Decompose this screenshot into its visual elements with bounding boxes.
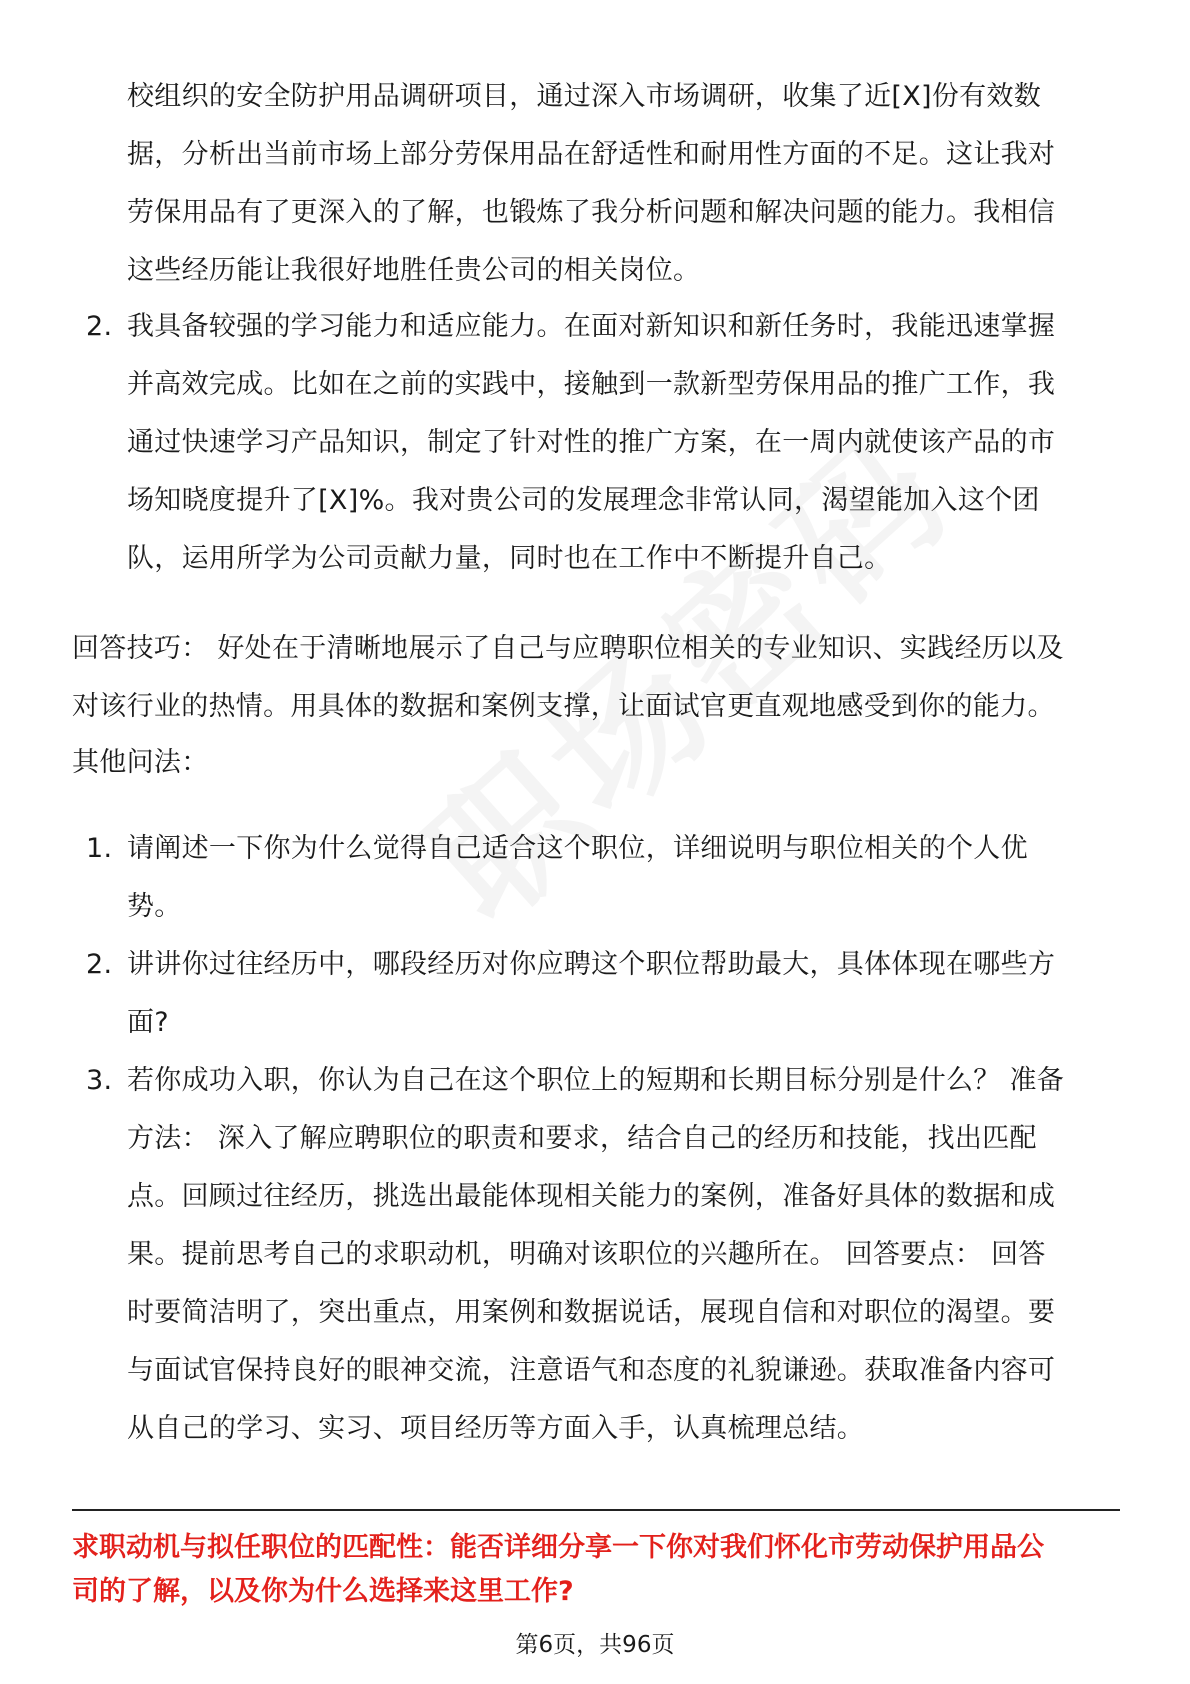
list-item-number: 2. xyxy=(86,949,113,980)
paragraph-line: 这些经历能让我很好地胜任贵公司的相关岗位。 xyxy=(127,255,701,286)
list-item xyxy=(72,298,1120,588)
page-number: 第6页，共96页 xyxy=(515,1632,675,1658)
list-item-line: 方法： 深入了解应聘职位的职责和要求，结合自己的经历和技能，找出匹配 xyxy=(127,1123,1037,1154)
list-item-line: 讲讲你过往经历中，哪段经历对你应聘这个职位帮助最大，具体体现在哪些方 xyxy=(127,949,1056,980)
list-item-line: 面? xyxy=(127,1007,169,1038)
list-item-line: 若你成功入职，你认为自己在这个职位上的短期和长期目标分别是什么？ 准备 xyxy=(127,1065,1065,1096)
other-questions-label: 其他问法： xyxy=(72,747,209,778)
list-item-number: 1. xyxy=(86,833,113,864)
list-item-line: 势。 xyxy=(127,891,182,922)
list-item-line: 场知晓度提升了[X]%。我对贵公司的发展理念非常认同，渴望能加入这个团 xyxy=(127,485,1040,516)
list-item-line: 队，运用所学为公司贡献力量，同时也在工作中不断提升自己。 xyxy=(127,543,892,574)
list-item-line: 请阐述一下你为什么觉得自己适合这个职位，详细说明与职位相关的个人优 xyxy=(127,833,1028,864)
other-questions-list xyxy=(72,820,1120,1458)
list-item xyxy=(72,820,1120,936)
heading-line: 求职动机与拟任职位的匹配性：能否详细分享一下你对我们怀化市劳动保护用品公 xyxy=(72,1532,1044,1563)
heading-line: 司的了解，以及你为什么选择来这里工作? xyxy=(72,1576,574,1607)
list-item-line: 时要简洁明了，突出重点，用案例和数据说话，展现自信和对职位的渴望。要 xyxy=(127,1297,1056,1328)
list-item-line: 果。提前思考自己的求职动机，明确对该职位的兴趣所在。 回答要点： 回答 xyxy=(127,1239,1046,1270)
list-item-number: 3. xyxy=(86,1065,113,1096)
section-divider xyxy=(72,1509,1120,1511)
top-paragraph xyxy=(72,68,1120,300)
list-item xyxy=(72,936,1120,1052)
list-item-line: 点。回顾过往经历，挑选出最能体现相关能力的案例，准备好具体的数据和成 xyxy=(127,1181,1056,1212)
tips-line: 回答技巧： 好处在于清晰地展示了自己与应聘职位相关的专业知识、实践经历以及 xyxy=(72,633,1064,664)
list-item-line: 并高效完成。比如在之前的实践中，接触到一款新型劳保用品的推广工作，我 xyxy=(127,369,1056,400)
list-item-line: 通过快速学习产品知识，制定了针对性的推广方案，在一周内就使该产品的市 xyxy=(127,427,1056,458)
next-question-heading xyxy=(72,1526,1132,1614)
paragraph-line: 劳保用品有了更深入的了解，也锻炼了我分析问题和解决问题的能力。我相信 xyxy=(127,197,1056,228)
list-item xyxy=(72,1052,1120,1458)
tips-line: 对该行业的热情。用具体的数据和案例支撑，让面试官更直观地感受到你的能力。 xyxy=(72,691,1055,722)
paragraph-line: 据，分析出当前市场上部分劳保用品在舒适性和耐用性方面的不足。这让我对 xyxy=(127,139,1056,170)
list-item-number: 2. xyxy=(86,311,113,342)
list-item-line: 与面试官保持良好的眼神交流，注意语气和态度的礼貌谦逊。获取准备内容可 xyxy=(127,1355,1056,1386)
answer-tips xyxy=(72,620,1120,736)
paragraph-line: 校组织的安全防护用品调研项目，通过深入市场调研，收集了近[X]份有效数 xyxy=(127,81,1042,112)
advantage-list xyxy=(72,298,1120,588)
list-item-line: 我具备较强的学习能力和适应能力。在面对新知识和新任务时，我能迅速掌握 xyxy=(127,311,1056,342)
list-item-line: 从自己的学习、实习、项目经历等方面入手，认真梳理总结。 xyxy=(127,1413,865,1444)
